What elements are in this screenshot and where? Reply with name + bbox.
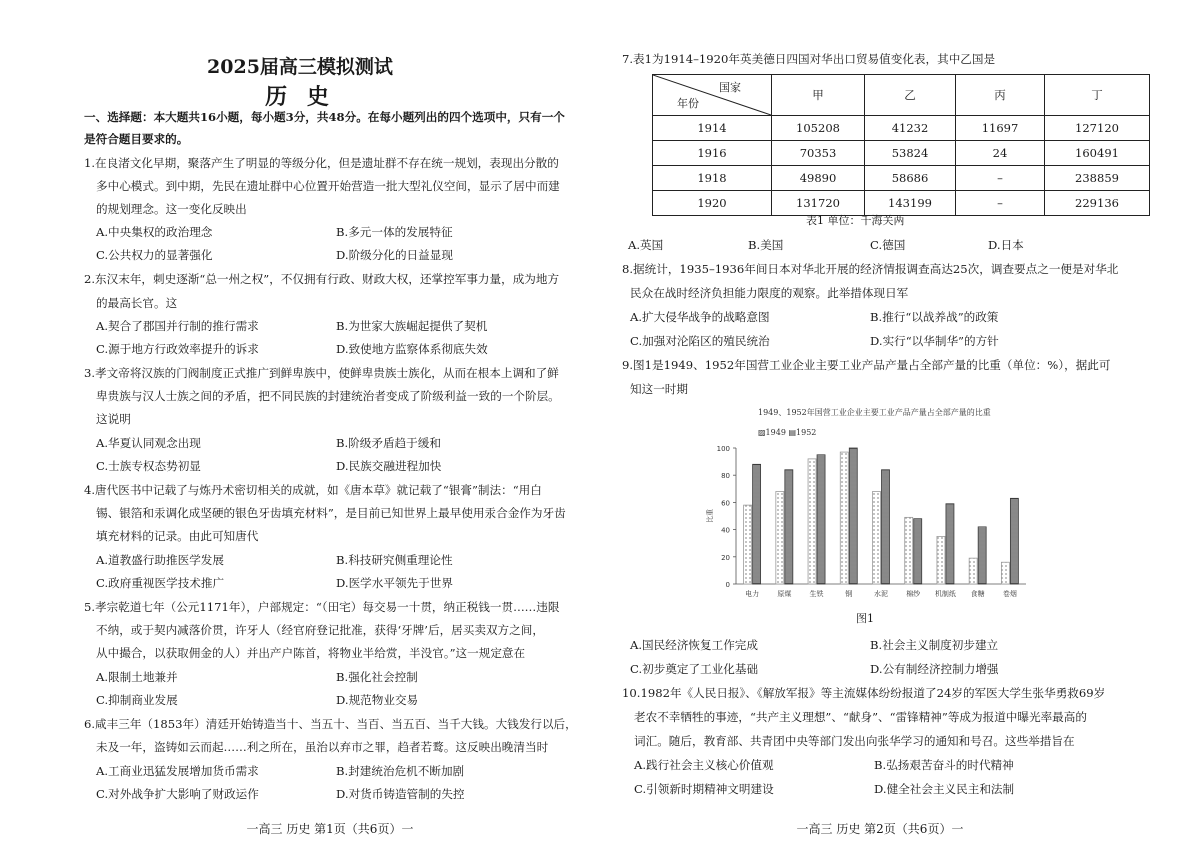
question-2-option-c: C.源于地方行政效率提升的诉求 (96, 342, 259, 356)
question-10-option-c: C.引领新时期精神文明建设 (634, 782, 774, 796)
question-8-stem-line: 8.据统计，1935–1936年间日本对华北开展的经济情报调查高达25次，调查要点之一便是对华北 (622, 262, 1119, 276)
table-row (653, 166, 1150, 191)
table-cell: 127120 (1045, 116, 1150, 141)
bar-1949-2 (776, 492, 784, 584)
question-3-stem-line: 这说明 (96, 412, 131, 426)
table-cell: 160491 (1045, 141, 1150, 166)
table-cell: 143199 (865, 191, 956, 216)
bar-1949-8 (969, 558, 977, 584)
table-cell: 11697 (956, 116, 1045, 141)
table-cell: 1914 (653, 116, 772, 141)
question-1-option-a: A.中央集权的政治理念 (96, 225, 213, 239)
table-caption: 表1 单位：千海关两 (806, 214, 905, 227)
question-4-stem-line: 4.唐代医书中记载了与炼丹术密切相关的成就，如《唐本草》就记载了“银膏”制法：“用白 (84, 483, 542, 497)
question-1-stem-line: 的规划理念。这一变化反映出 (96, 202, 247, 216)
corner-label-country: 国家 (719, 81, 741, 94)
question-9-option-c: C.初步奠定了工业化基础 (630, 662, 759, 676)
x-tick-label: 机制纸 (934, 590, 956, 598)
question-6-stem-line: 未及一年，盗铸如云而起……利之所在，虽治以弃市之罪，趋者若鹜。这反映出晚清当时 (96, 740, 549, 754)
question-7-option-c: C.德国 (870, 238, 906, 252)
question-8-option-c: C.加强对沦陷区的殖民统治 (630, 334, 770, 348)
question-3-option-a: A.华夏认同观念出现 (96, 436, 201, 450)
question-1-option-c: C.公共权力的显著强化 (96, 248, 213, 262)
question-7-option-a: A.英国 (628, 238, 664, 252)
table-header-cell: 乙 (865, 75, 956, 116)
question-2-stem-line: 2.东汉末年，刺史逐渐“总一州之权”，不仅拥有行政、财政大权，还掌控军事力量，成为地方 (84, 272, 560, 286)
question-10-option-b: B.弘扬艰苦奋斗的时代精神 (874, 758, 1014, 772)
table-cell: 1920 (653, 191, 772, 216)
question-5-option-b: B.强化社会控制 (336, 670, 418, 684)
question-1-stem-line: 1.在良渚文化早期，聚落产生了明显的等级分化，但是遗址群不存在统一规划，表现出分散的 (84, 156, 559, 170)
bar-1952-8 (978, 527, 986, 584)
question-9-stem-line: 9.图1是1949、1952年国营工业企业主要工业产品产量占全部产量的比重（单位：%），据此可 (622, 358, 1111, 372)
y-tick-label: 40 (721, 526, 730, 535)
bar-1952-3 (817, 455, 825, 584)
question-9-stem-line: 知这一时期 (630, 382, 688, 396)
question-7-stem: 7.表1为1914–1920年英美德日四国对华出口贸易值变化表，其中乙国是 (622, 52, 996, 66)
question-5-stem-line: 5.孝宗乾道七年（公元1171年），户部规定：“（田宅）每交易一十贯，纳正税钱一贯……违限 (84, 600, 560, 614)
bar-1952-4 (849, 448, 857, 584)
y-tick-label: 0 (725, 581, 730, 589)
question-10-option-d: D.健全社会主义民主和法制 (874, 782, 1015, 796)
question-3-stem-line: 3.孝文帝将汉族的门阀制度正式推广到鲜卑族中，使鲜卑贵族士族化，从而在根本上调和了鲜 (84, 366, 559, 380)
question-6-option-b: B.封建统治危机不断加剧 (336, 764, 465, 778)
question-10-stem-line: 老农不幸牺牲的事迹，“共产主义理想”、“献身”、“雷锋精神”等成为报道中曝光率最高的 (634, 710, 1087, 724)
bar-1952-7 (946, 504, 954, 584)
bar-1949-5 (873, 492, 881, 584)
question-2-option-b: B.为世家大族崛起提供了契机 (336, 319, 488, 333)
bar-1949-6 (905, 517, 913, 584)
question-9-option-a: A.国民经济恢复工作完成 (630, 638, 758, 652)
table-cell: 24 (956, 141, 1045, 166)
table-cell: 70353 (772, 141, 865, 166)
x-tick-label: 原煤 (777, 590, 792, 598)
question-10-option-a: A.践行社会主义核心价值观 (634, 758, 774, 772)
question-6-option-c: C.对外战争扩大影响了财政运作 (96, 787, 259, 801)
question-5-option-a: A.限制土地兼并 (96, 670, 178, 684)
question-4-option-d: D.医学水平领先于世界 (336, 576, 453, 590)
y-tick-label: 100 (716, 445, 730, 453)
x-tick-label: 生铁 (809, 590, 824, 598)
section-heading-line-1: 一、选择题：本大题共16小题，每小题3分，共48分。在每小题列出的四个选项中，只有一个 (84, 110, 565, 124)
chart-caption: 图1 (856, 612, 874, 625)
question-8-option-d: D.实行“以华制华”的方针 (870, 334, 999, 348)
corner-label-year: 年份 (677, 97, 699, 110)
question-8-stem-line: 民众在战时经济负担能力限度的观察。此举措体现日军 (630, 286, 909, 300)
question-4-option-c: C.政府重视医学技术推广 (96, 576, 225, 590)
table-cell: 41232 (865, 116, 956, 141)
y-axis-label: 比重 (706, 509, 714, 523)
bar-1952-9 (1010, 498, 1018, 584)
x-tick-label: 棉纱 (906, 590, 921, 598)
question-3-stem-line: 卑贵族与汉人士族之间的矛盾，把不同民族的封建统治者变成了阶级利益一致的一个阶层。 (96, 389, 560, 403)
bar-1952-2 (785, 470, 793, 584)
x-tick-label: 水泥 (874, 590, 888, 598)
table-cell: 1916 (653, 141, 772, 166)
question-8-option-b: B.推行“以战养战”的政策 (870, 310, 999, 324)
bar-1949-9 (1001, 562, 1009, 584)
bar-1949-3 (808, 459, 816, 584)
question-8-option-a: A.扩大侵华战争的战略意图 (630, 310, 770, 324)
question-1-option-d: D.阶级分化的日益显现 (336, 248, 453, 262)
table-header-cell: 甲 (772, 75, 865, 116)
section-heading-line-2: 是符合题目要求的。 (84, 132, 189, 146)
table-header-cell: 丙 (956, 75, 1045, 116)
question-1-stem-line: 多中心模式。到中期，先民在遗址群中心位置开始营造一批大型礼仪空间，显示了居中而建 (96, 179, 560, 193)
table-cell: – (956, 166, 1045, 191)
chart-svg (700, 404, 1040, 600)
chart-title: 1949、1952年国营工业企业主要工业产品产量占全部产量的比重 (758, 408, 991, 417)
x-tick-label: 钢 (845, 590, 853, 598)
question-5-option-c: C.抑制商业发展 (96, 693, 178, 707)
bar-1949-4 (840, 452, 848, 584)
bar-1949-7 (937, 536, 945, 584)
table-cell: 1918 (653, 166, 772, 191)
question-6-stem-line: 6.咸丰三年（1853年）清廷开始铸造当十、当五十、当百、当五百、当千大钱。大钱发行以后， (84, 717, 577, 731)
table-cell: 49890 (772, 166, 865, 191)
question-10-stem-line: 词汇。随后，教育部、共青团中央等部门发出向张华学习的通知和号召。这些举措旨在 (634, 734, 1075, 748)
trade-table (652, 74, 1150, 216)
subject-title: 历 史 (265, 84, 335, 110)
table-row (653, 141, 1150, 166)
y-tick-label: 80 (721, 472, 730, 481)
question-2-stem-line: 的最高长官。这 (96, 296, 178, 310)
table-row (653, 191, 1150, 216)
question-9-option-d: D.公有制经济控制力增强 (870, 662, 999, 676)
question-4-stem-line: 填充材料的记录。由此可知唐代 (96, 529, 259, 543)
table-row (653, 116, 1150, 141)
question-1-option-b: B.多元一体的发展特征 (336, 225, 453, 239)
y-tick-label: 20 (721, 553, 730, 562)
y-tick-label: 60 (721, 499, 730, 508)
bar-1952-5 (882, 470, 890, 584)
question-4-option-b: B.科技研究侧重理论性 (336, 553, 453, 567)
bar-1952-6 (914, 519, 922, 584)
question-7-option-d: D.日本 (988, 238, 1024, 252)
table-cell: 238859 (1045, 166, 1150, 191)
question-3-option-b: B.阶级矛盾趋于缓和 (336, 436, 441, 450)
table-cell: – (956, 191, 1045, 216)
question-3-option-d: D.民族交融进程加快 (336, 459, 442, 473)
page-footer-1: 一高三 历史 第1页（共6页）一 (246, 822, 414, 836)
x-tick-label: 食糖 (970, 590, 985, 598)
chart-legend: ▨1949 ▤1952 (758, 428, 817, 437)
table-cell: 58686 (865, 166, 956, 191)
question-5-stem-line: 不纳，或于契内减落价贯，许牙人（经官府登记批准，获得‘牙牌’后，居买卖双方之间， (96, 623, 544, 637)
question-10-stem-line: 10.1982年《人民日报》、《解放军报》等主流媒体纷纷报道了24岁的军医大学生张华勇救69岁 (622, 686, 1106, 700)
question-4-stem-line: 锡、银箔和汞调化成坚硬的银色牙齿填充材料”，是目前已知世界上最早使用汞合金作为牙齿 (96, 506, 566, 520)
table-header-cell: 丁 (1045, 75, 1150, 116)
exam-title: 2025届高三模拟测试 (207, 56, 393, 78)
question-5-stem-line: 从中撮合，以获取佣金的人）并出产户陈首，将物业半给赏，半没官。”这一规定意在 (96, 646, 526, 660)
question-5-option-d: D.规范物业交易 (336, 693, 419, 707)
question-7-option-b: B.美国 (748, 238, 784, 252)
question-3-option-c: C.士族专权态势初显 (96, 459, 201, 473)
question-2-option-d: D.致使地方监察体系彻底失效 (336, 342, 488, 356)
x-tick-label: 卷烟 (1002, 590, 1017, 598)
table-cell: 131720 (772, 191, 865, 216)
table-corner-cell (653, 75, 772, 116)
question-4-option-a: A.道教盛行助推医学发展 (96, 553, 224, 567)
bar-1949-1 (744, 505, 752, 584)
x-tick-label: 电力 (745, 590, 760, 598)
question-6-option-d: D.对货币铸造管制的失控 (336, 787, 465, 801)
question-2-option-a: A.契合了郡国并行制的推行需求 (96, 319, 259, 333)
table-cell: 105208 (772, 116, 865, 141)
table-cell: 53824 (865, 141, 956, 166)
production-share-chart (700, 404, 1040, 600)
page-footer-2: 一高三 历史 第2页（共6页）一 (796, 822, 964, 836)
question-9-option-b: B.社会主义制度初步建立 (870, 638, 999, 652)
question-6-option-a: A.工商业迅猛发展增加货币需求 (96, 764, 259, 778)
bar-1952-1 (753, 464, 761, 584)
table-cell: 229136 (1045, 191, 1150, 216)
